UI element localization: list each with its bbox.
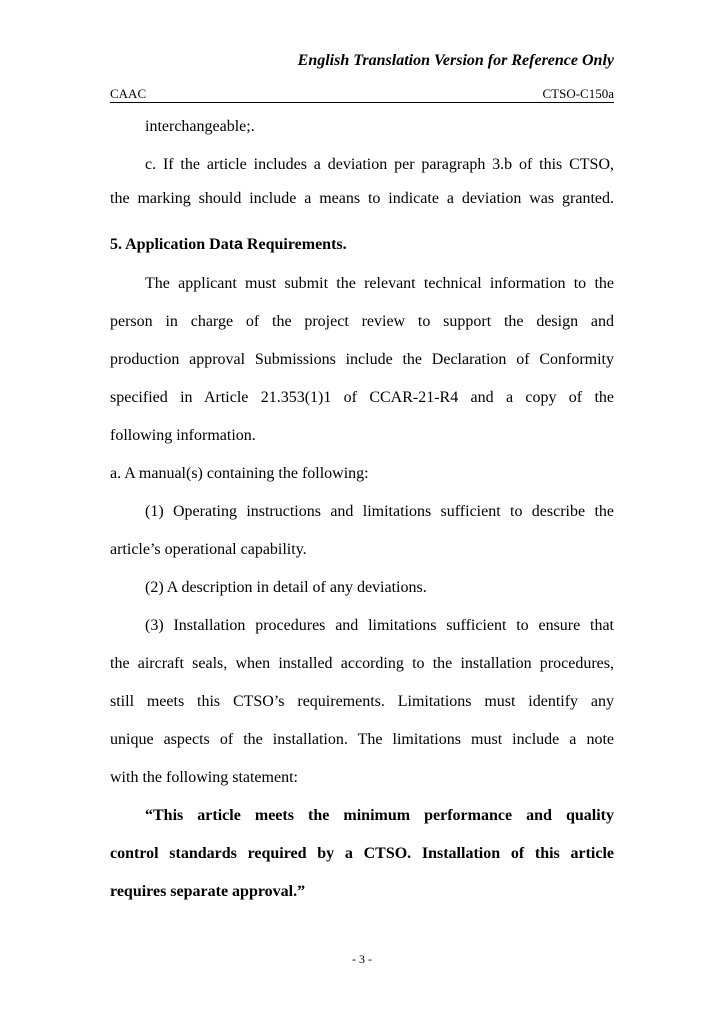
required-statement-line: requires separate approval.” (110, 883, 306, 900)
section-heading-text-end: Requirements. (242, 236, 347, 253)
body-line: following information. (110, 427, 256, 444)
list-heading: a. A manual(s) containing the following: (110, 465, 369, 482)
list-item: (2) A description in detail of any deviations. (145, 579, 427, 596)
required-statement-line: control standards required by a CTSO. Installation of this article (110, 845, 614, 862)
body-line: specified in Article 21.353(1)1 of CCAR-21-R4 and a copy of the (110, 389, 614, 406)
section-heading-text: 5. Application Dat (110, 236, 235, 253)
body-line: unique aspects of the installation. The limitations must include a note (110, 731, 614, 748)
header-divider (110, 102, 614, 103)
body-line: with the following statement: (110, 769, 298, 786)
body-line: The applicant must submit the relevant technical information to the (145, 275, 614, 292)
section-heading (110, 235, 614, 255)
header-organization: CAAC (110, 86, 147, 101)
translation-banner: English Translation Version for Reference Only (297, 52, 614, 69)
body-line: article’s operational capability. (110, 541, 307, 558)
body-line: still meets this CTSO’s requirements. Limitations must identify any (110, 693, 614, 710)
list-item: (1) Operating instructions and limitations sufficient to describe the (145, 503, 614, 520)
page-number: - 3 - (352, 952, 372, 966)
list-item: (3) Installation procedures and limitations sufficient to ensure that (145, 617, 614, 634)
required-statement-line: “This article meets the minimum performance and quality (145, 807, 614, 824)
section-heading-glyph: a (234, 236, 243, 253)
header-document-id: CTSO-C150a (542, 86, 614, 101)
body-line: production approval Submissions include the Declaration of Conformity (110, 351, 614, 368)
body-line: interchangeable;. (145, 118, 255, 135)
body-line: person in charge of the project review to support the design and (110, 313, 614, 330)
body-line: the marking should include a means to indicate a deviation was granted. (110, 190, 614, 207)
body-line: the aircraft seals, when installed according to the installation procedures, (110, 655, 614, 672)
body-line: c. If the article includes a deviation per paragraph 3.b of this CTSO, (145, 156, 614, 173)
